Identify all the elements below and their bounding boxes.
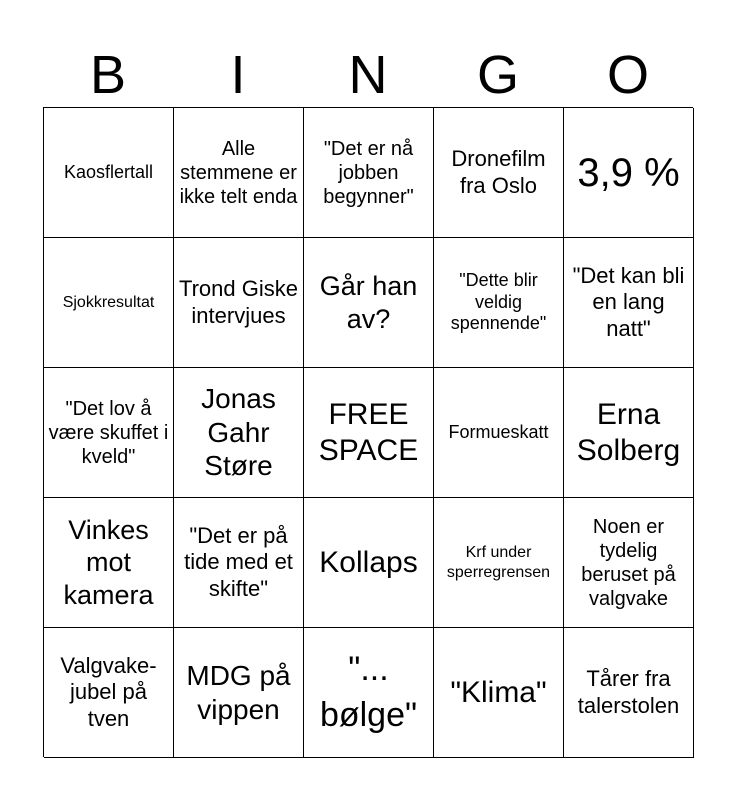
- bingo-cell[interactable]: Tårer fra talerstolen: [564, 628, 694, 758]
- bingo-header: [43, 42, 693, 108]
- bingo-cell[interactable]: Går han av?: [304, 238, 434, 368]
- bingo-cell[interactable]: Kollaps: [304, 498, 434, 628]
- bingo-cell[interactable]: Dronefilm fra Oslo: [434, 108, 564, 238]
- bingo-cell[interactable]: Vinkes mot kamera: [44, 498, 174, 628]
- bingo-cell[interactable]: "... bølge": [304, 628, 434, 758]
- bingo-cell[interactable]: Valgvake-jubel på tven: [44, 628, 174, 758]
- bingo-cell[interactable]: Formueskatt: [434, 368, 564, 498]
- bingo-cell[interactable]: "Klima": [434, 628, 564, 758]
- header-letter-o: O: [606, 45, 649, 105]
- bingo-cell[interactable]: "Det er nå jobben begynner": [304, 108, 434, 238]
- header-letter-g: G: [476, 45, 519, 105]
- header-letter-n: N: [348, 45, 388, 105]
- bingo-cell[interactable]: "Det lov å være skuffet i kveld": [44, 368, 174, 498]
- bingo-cell[interactable]: "Det er på tide med et skifte": [174, 498, 304, 628]
- header-letter-b: B: [89, 45, 127, 105]
- bingo-card: [43, 107, 693, 757]
- bingo-cell[interactable]: "Det kan bli en lang natt": [564, 238, 694, 368]
- bingo-cell[interactable]: Jonas Gahr Støre: [174, 368, 304, 498]
- bingo-cell[interactable]: Trond Giske intervjues: [174, 238, 304, 368]
- bingo-cell[interactable]: Erna Solberg: [564, 368, 694, 498]
- bingo-cell[interactable]: "Dette blir veldig spennende": [434, 238, 564, 368]
- bingo-cell[interactable]: MDG på vippen: [174, 628, 304, 758]
- free-space-cell[interactable]: FREE SPACE: [304, 368, 434, 498]
- bingo-cell[interactable]: Sjokkresultat: [44, 238, 174, 368]
- header-letter-i: I: [230, 45, 246, 105]
- bingo-cell[interactable]: Krf under sperregrensen: [434, 498, 564, 628]
- bingo-cell[interactable]: Noen er tydelig beruset på valgvake: [564, 498, 694, 628]
- bingo-cell[interactable]: Alle stemmene er ikke telt enda: [174, 108, 304, 238]
- bingo-cell[interactable]: 3,9 %: [564, 108, 694, 238]
- bingo-cell[interactable]: Kaosflertall: [44, 108, 174, 238]
